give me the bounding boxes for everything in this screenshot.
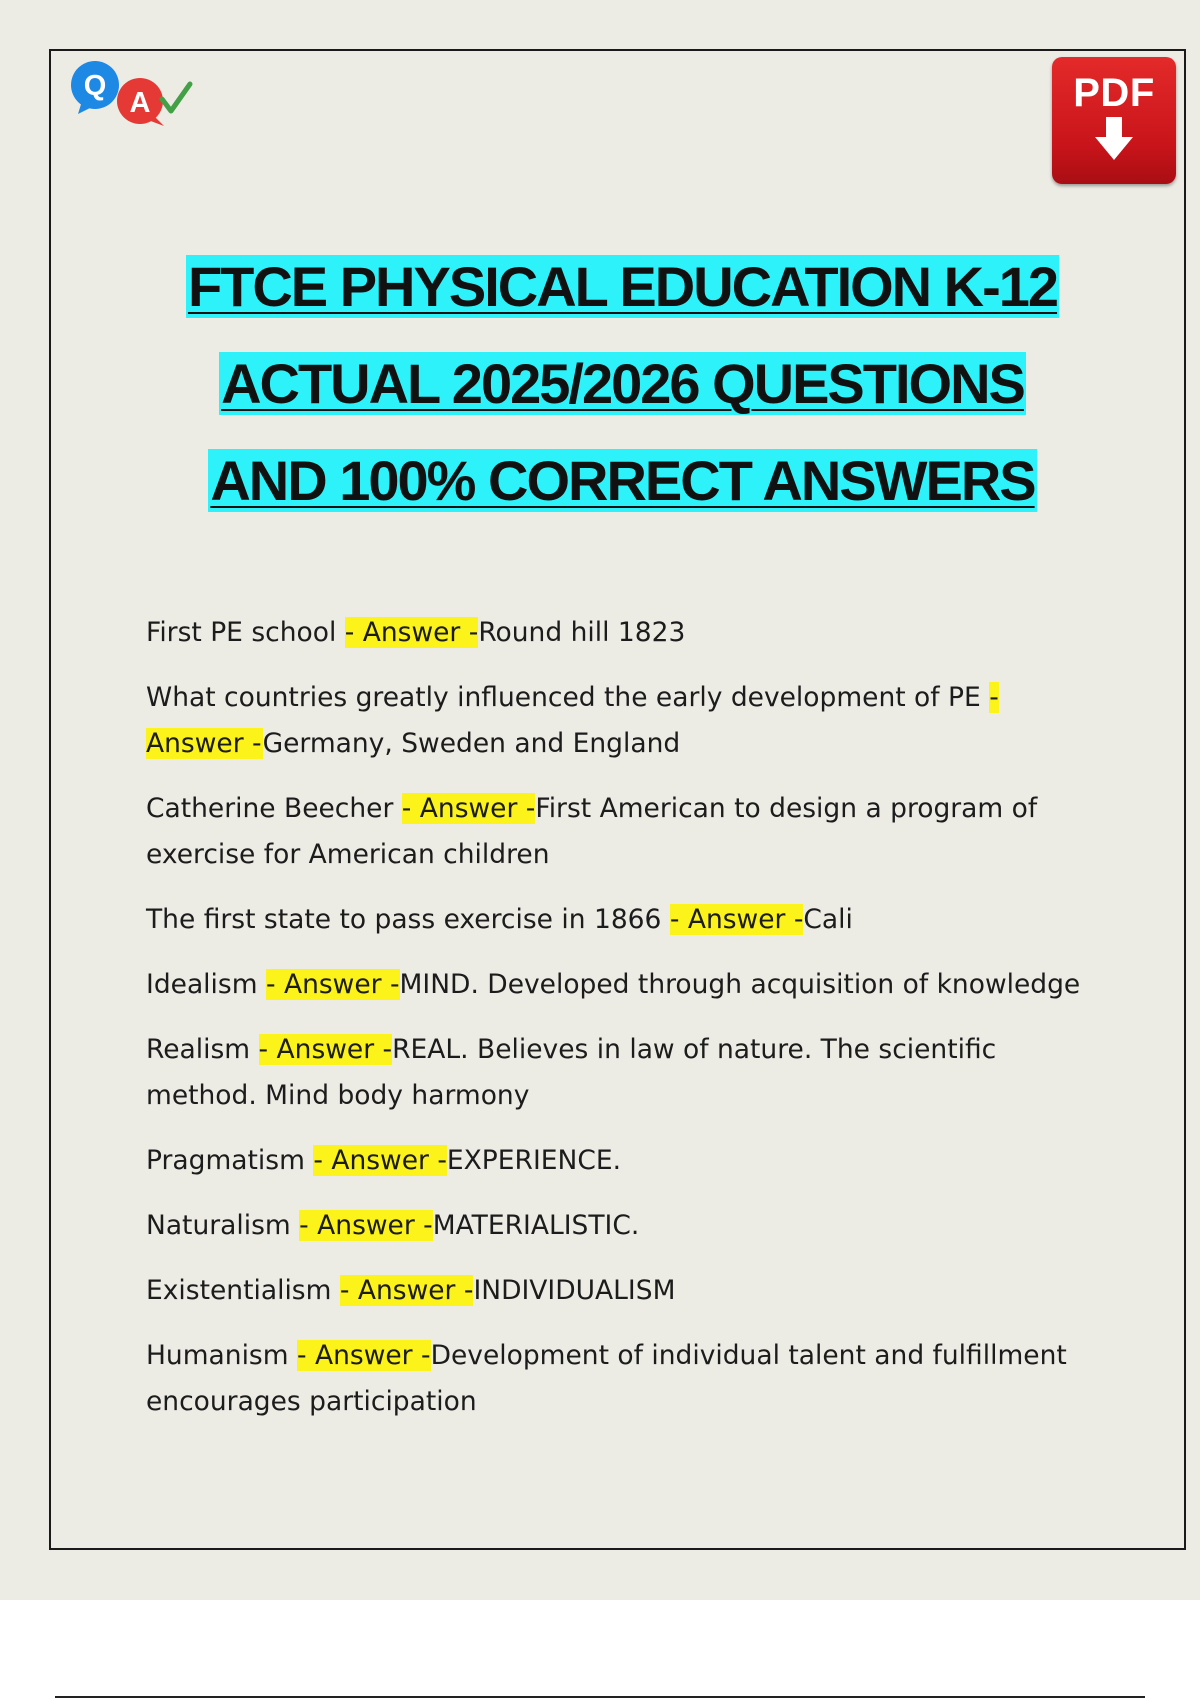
answer-marker: - Answer - [401,793,536,824]
title-line-3: AND 100% CORRECT ANSWERS [210,449,1035,512]
qa-item [146,1027,1086,1119]
answer-text: INDIVIDUALISM [473,1275,676,1306]
answer-marker: - Answer - [669,904,804,935]
qa-item [146,897,1086,943]
answer-text: REAL. Believes in law of nature. The scientific method. Mind body harmony [146,1034,997,1111]
answer-marker: - Answer - [339,1275,474,1306]
pdf-download-icon[interactable] [1052,57,1176,184]
download-arrow-icon [1094,117,1134,161]
qa-item [146,1138,1086,1184]
answer-text: MATERIALISTIC. [432,1210,640,1241]
answer-text: EXPERIENCE. [446,1145,621,1176]
answer-text: Round hill 1823 [478,617,686,648]
answer-text: Cali [803,904,853,935]
title-line-1: FTCE PHYSICAL EDUCATION K-12 [187,255,1058,318]
answer-marker: - Answer - [299,1210,433,1241]
logo-a-letter: A [129,87,151,119]
qa-item [146,675,1086,767]
qa-item [146,1203,1086,1249]
answer-marker: - Answer - [265,969,400,1000]
qa-item [146,1268,1086,1314]
question-text: Pragmatism [146,1145,314,1176]
qa-list [146,610,1086,1444]
question-text: Naturalism [146,1210,300,1241]
footer-divider [55,1696,1145,1698]
answer-text: Development of individual talent and fulfillment encourages participation [146,1340,1067,1417]
qa-item [146,610,1086,656]
document-title [60,238,1185,529]
answer-marker: - Answer - [146,682,999,759]
qa-check-icon [68,56,198,126]
answer-marker: - Answer - [313,1145,447,1176]
answer-text: First American to design a program of exercise for American children [146,793,1038,870]
question-text: What countries greatly influenced the early development of PE [146,682,990,713]
question-text: Idealism [146,969,266,1000]
answer-marker: - Answer - [258,1034,393,1065]
question-text: Existentialism [146,1275,340,1306]
title-line-2: ACTUAL 2025/2026 QUESTIONS [221,352,1024,415]
logo-q-letter: Q [83,70,107,102]
pdf-label: PDF [1073,71,1155,115]
question-text: Realism [146,1034,259,1065]
qa-item [146,962,1086,1008]
question-text: The first state to pass exercise in 1866 [146,904,670,935]
qa-item [146,1333,1086,1425]
question-text: First PE school [146,617,345,648]
question-text: Humanism [146,1340,297,1371]
question-text: Catherine Beecher [146,793,402,824]
qa-item [146,786,1086,878]
answer-marker: - Answer - [344,617,479,648]
answer-text: Germany, Sweden and England [262,728,681,759]
answer-marker: - Answer - [296,1340,431,1371]
answer-text: MIND. Developed through acquisition of knowledge [399,969,1081,1000]
